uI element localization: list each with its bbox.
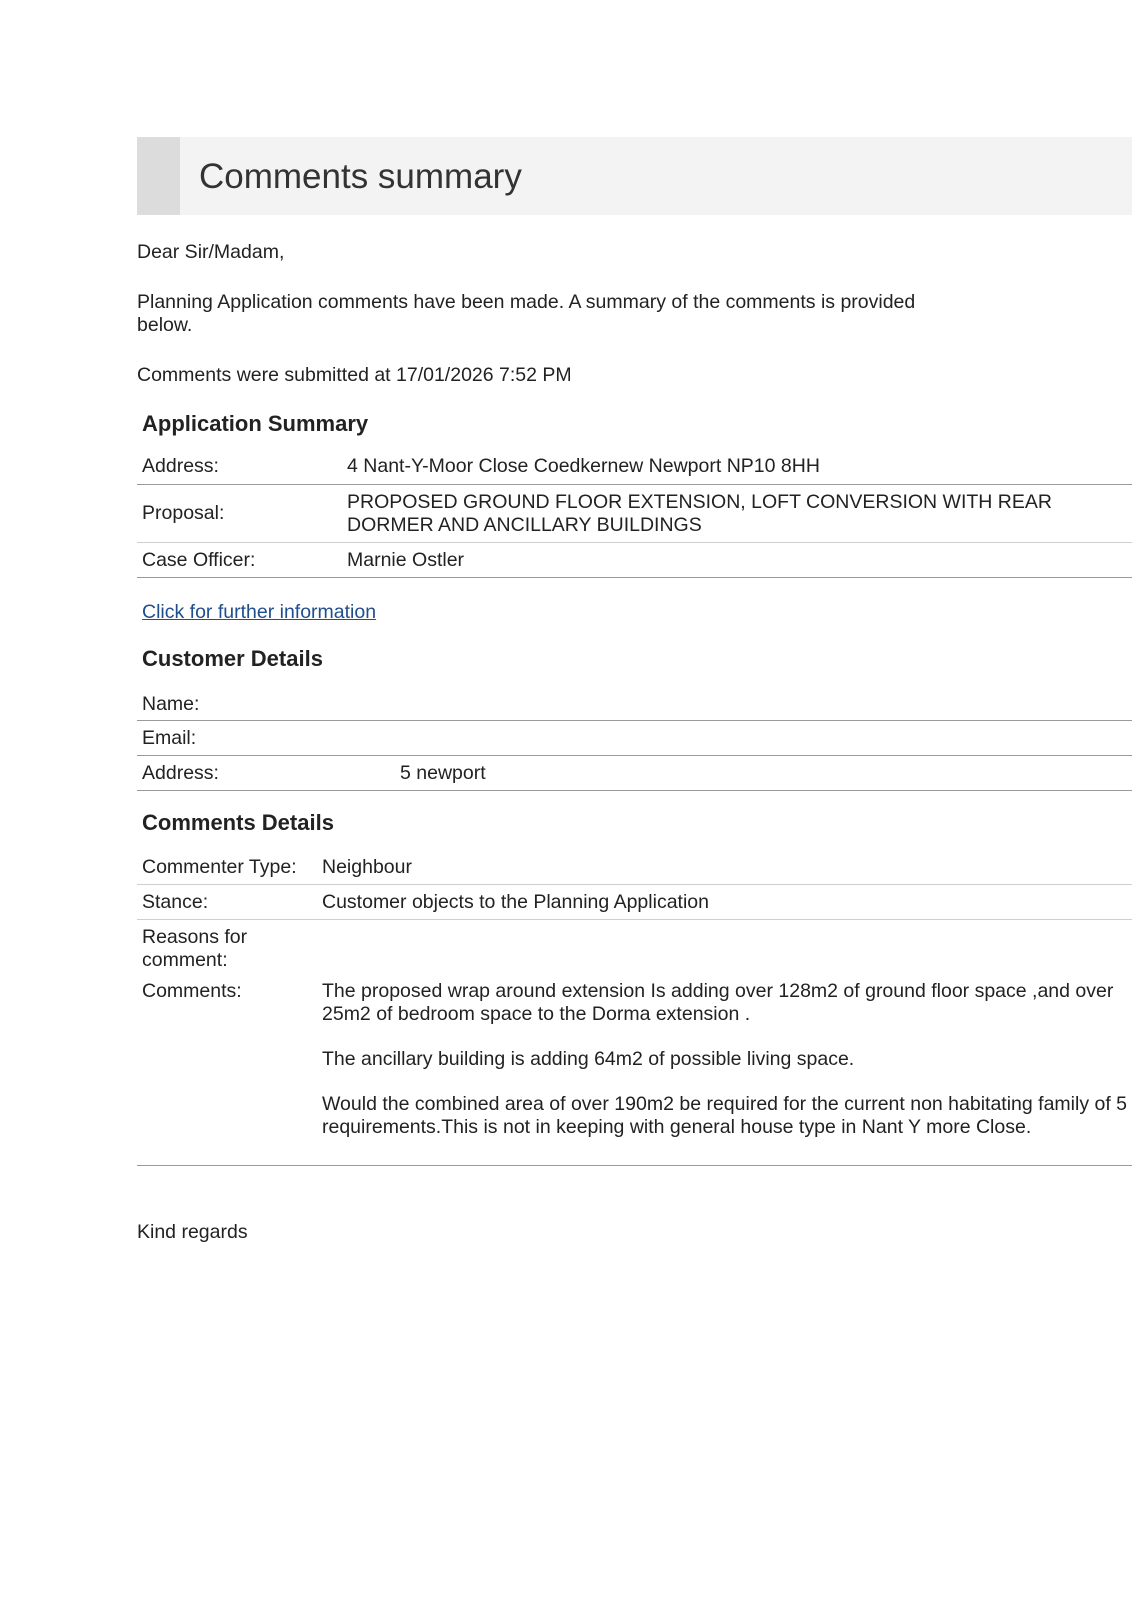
name-label: Name: [142, 692, 200, 715]
comment-paragraph: Would the combined area of over 190m2 be required for the current non habitating family of 5 requirements.This is not in keeping with general house type in Nant Y more Close. [322, 1093, 1128, 1138]
banner-accent-bar [137, 137, 180, 215]
table-row [137, 756, 1132, 791]
proposal-label: Proposal: [142, 502, 225, 524]
page-title: Comments summary [199, 156, 522, 196]
submitted-text: Comments were submitted at 17/01/2026 7:52 PM [137, 364, 572, 386]
case-officer-value: Marnie Ostler [347, 548, 465, 571]
comments-details-table [137, 851, 1132, 1166]
comments-label: Comments: [142, 980, 242, 1002]
application-summary-table [137, 452, 1132, 578]
customer-details-heading: Customer Details [142, 646, 323, 671]
title-banner [137, 137, 1132, 215]
customer-details-table [137, 688, 1132, 791]
table-row [137, 543, 1132, 578]
commenter-type-value: Neighbour [322, 856, 412, 878]
further-information-link[interactable]: Click for further information [142, 601, 377, 623]
table-row [137, 452, 1132, 485]
stance-label: Stance: [142, 890, 209, 913]
address-value: 4 Nant-Y-Moor Close Coedkernew Newport NP10 8HH [347, 455, 820, 477]
reasons-label: Reasons for comment: [142, 926, 248, 971]
address-label: Address: [142, 455, 219, 477]
commenter-type-label: Commenter Type: [142, 856, 297, 878]
comments-value [322, 980, 1132, 1139]
table-row [137, 851, 1132, 885]
email-label: Email: [142, 726, 197, 749]
table-row [137, 920, 1132, 978]
stance-value: Customer objects to the Planning Application [322, 890, 709, 913]
intro-text: Planning Application comments have been made. A summary of the comments is provided below. [137, 291, 916, 336]
table-row [137, 885, 1132, 920]
proposal-value: PROPOSED GROUND FLOOR EXTENSION, LOFT CONVERSION WITH REAR DORMER AND ANCILLARY BUILDINGS [347, 490, 1052, 536]
table-row [137, 721, 1132, 756]
customer-address-label: Address: [142, 761, 219, 784]
comment-paragraph: The proposed wrap around extension Is adding over 128m2 of ground floor space ,and over 25m2 of bedroom space to the Dorma extension . [322, 980, 1114, 1025]
comment-paragraph: The ancillary building is adding 64m2 of possible living space. [322, 1048, 855, 1070]
closing-text: Kind regards [137, 1221, 248, 1243]
table-row [137, 978, 1132, 1166]
application-summary-heading: Application Summary [142, 411, 369, 436]
comments-details-heading: Comments Details [142, 810, 334, 835]
table-row [137, 485, 1132, 543]
table-row [137, 688, 1132, 721]
case-officer-label: Case Officer: [142, 548, 256, 571]
customer-address-value: 5 newport [400, 761, 486, 784]
greeting-text: Dear Sir/Madam, [137, 241, 285, 263]
